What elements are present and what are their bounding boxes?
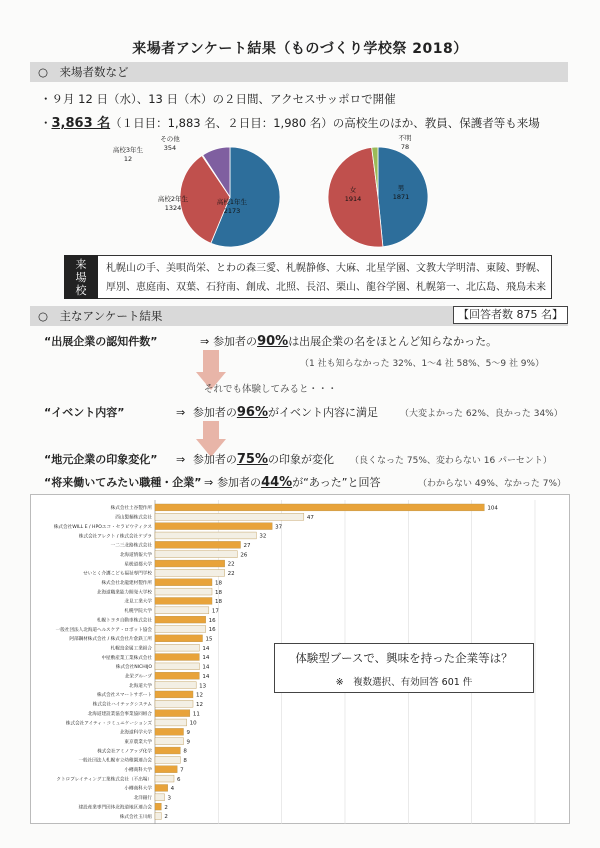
bar-value-label: 14 xyxy=(202,645,210,652)
bar-value-label: 18 xyxy=(215,589,222,596)
bar-category-label: 建設産業専門団体北海道地区連合会 xyxy=(78,805,152,811)
bar-value-label: 6 xyxy=(177,776,181,783)
bar-value-label: 18 xyxy=(215,580,222,587)
bar-category-label: 株式会社アイティ・コミュニケーションズ xyxy=(65,721,152,727)
bar xyxy=(155,728,184,735)
bar-category-label: 中屋敷産業工業株式会社 xyxy=(101,655,152,661)
bar xyxy=(155,747,180,754)
bar-value-label: 7 xyxy=(180,767,184,774)
bar xyxy=(155,654,199,661)
bar-value-label: 12 xyxy=(196,701,203,708)
bar-value-label: 37 xyxy=(275,524,283,531)
event-dates-text: ・９月 12 日（水）、13 日（木）の２日間、アクセスサッポロで開催 xyxy=(40,92,396,106)
bullet-mark: ・ xyxy=(40,116,52,130)
bar xyxy=(155,813,161,820)
venue-tag: 来 場 校 xyxy=(64,255,98,299)
bar-value-label: 14 xyxy=(202,664,210,671)
q2-note: （大変よかった 62%、良かった 34%） xyxy=(400,409,563,419)
pie-label-other: その他 354 xyxy=(160,135,180,152)
bar-value-label: 10 xyxy=(189,720,197,727)
bar xyxy=(155,598,212,605)
page-title: 来場者アンケート結果（ものづくり学校祭 2018） xyxy=(132,41,468,57)
bar xyxy=(155,738,184,745)
bar xyxy=(155,504,484,511)
bar-value-label: 26 xyxy=(240,552,248,559)
pie-label-second: 高校2年生 1324 xyxy=(157,195,189,212)
bar-value-label: 104 xyxy=(487,505,498,512)
bar xyxy=(155,579,212,586)
section-heading-survey: ○ 主なアンケート結果 xyxy=(30,306,568,326)
bar-category-label: 小樽商科大学 xyxy=(124,768,152,773)
bar-value-label: 2 xyxy=(164,804,168,811)
bar-value-label: 13 xyxy=(199,683,207,690)
bar-category-label: せいとく介護こども福祉専門学校 xyxy=(83,571,152,577)
bar-category-label: 北海道科学大学 xyxy=(119,730,152,736)
bar-category-label: 株式会社土谷製作所 xyxy=(110,506,152,512)
bar xyxy=(155,616,206,623)
bar xyxy=(155,626,206,633)
pie-label-male: 男 1871 xyxy=(392,184,410,201)
bar-value-label: 3 xyxy=(167,795,171,802)
venue-line-1: 札幌山の手、美唄尚栄、とわの森三愛、札幌静修、大麻、北星学園、文教大学明清、東陵、野幌、 xyxy=(106,263,546,274)
q4-note: （わからない 49%、なかった 7%） xyxy=(418,479,567,489)
bar-value-label: 14 xyxy=(202,655,210,662)
section-heading-attendance: ○ 来場者数など xyxy=(30,62,568,82)
bar-category-label: 北見工業大学 xyxy=(124,599,152,605)
bar-category-label: 株式会社スマートサポート xyxy=(96,693,152,699)
bar-category-label: 札幌トヨタ自動車株式会社 xyxy=(96,618,152,624)
bar-value-label: 22 xyxy=(227,561,235,568)
bar-value-label: 16 xyxy=(208,627,216,634)
bar-category-label: 北海道職業能力開発大学校 xyxy=(96,590,152,596)
bar xyxy=(155,719,187,726)
bar-value-label: 14 xyxy=(202,673,210,680)
bar xyxy=(155,523,272,530)
q3-label: “地元企業の印象変化” xyxy=(44,453,158,466)
bar-value-label: 27 xyxy=(243,543,251,549)
venue-line-2: 厚別、恵庭南、双葉、石狩南、創成、北照、長沼、栗山、龍谷学園、札幌第一、北広島、飛鳥未来 xyxy=(106,282,546,293)
bar-value-label: 16 xyxy=(208,617,216,624)
bar-value-label: 9 xyxy=(186,739,190,746)
bar-value-label: 12 xyxy=(196,692,203,699)
bar-category-label: 一二三北路株式会社 xyxy=(110,543,152,549)
bar-value-label: 18 xyxy=(215,599,222,606)
attendance-text xyxy=(40,112,540,131)
bar-value-label: 17 xyxy=(211,608,219,615)
bar-category-label: 株式会社ハイテックシステム xyxy=(92,702,152,708)
chart-question: 体験型ブースで、興味を持った企業等は？ xyxy=(295,651,513,665)
bar-category-label: 西山製麺株式会社 xyxy=(115,515,152,521)
bar xyxy=(155,794,165,801)
bar-value-label: 8 xyxy=(183,748,187,755)
bar xyxy=(155,560,225,567)
bar-value-label: 8 xyxy=(183,758,187,765)
bar-category-label: 北海道建設業協会事業協同組合 xyxy=(87,711,152,717)
bar xyxy=(155,588,212,595)
bar xyxy=(155,672,199,679)
bar-category-label: 星槎道都大学 xyxy=(124,562,152,568)
bar-value-label: 22 xyxy=(227,571,235,578)
bar-category-label: 株式会社北龍建材製作所 xyxy=(101,581,152,586)
q2-result: ⇒ 参加者の96%がイベント内容に満足 xyxy=(176,405,379,420)
bar xyxy=(155,569,225,576)
q1-result: ⇒ 参加者の90%は出展企業の名をほとんど知らなかった。 xyxy=(200,334,498,349)
bar-category-label: 小樽商科大学 xyxy=(124,786,152,792)
bar-category-label: 北海道情報大学 xyxy=(119,552,152,558)
bar xyxy=(155,635,203,642)
bar-category-label: 一般社団法人北海道ヘルスケア・ロボット協会 xyxy=(55,627,152,633)
q1-label: “出展企業の認知件数” xyxy=(44,335,158,348)
bar-value-label: 4 xyxy=(170,786,175,793)
total-visitors: 3,863 名 xyxy=(51,116,111,131)
bar-category-label: 株式会社アミノアップ化学 xyxy=(97,749,152,755)
bar-category-label: 一般社団法人札幌市立幼稚園連合会 xyxy=(78,758,152,764)
chart-note: ※ 複数選択、有効回答 601 件 xyxy=(335,677,473,688)
bar-value-label: 9 xyxy=(186,730,190,736)
bar xyxy=(155,541,241,548)
bar-category-label: 東京農業大学 xyxy=(124,739,152,745)
bar xyxy=(155,644,199,651)
bar-value-label: 11 xyxy=(192,711,200,718)
q4-result: ⇒ 参加者の44%が“あった”と回答 xyxy=(204,475,381,490)
bar-category-label: 株式会社WILL E / HPOエコ・セラピウティクス xyxy=(53,524,152,530)
bar xyxy=(155,663,199,670)
bar-category-label: 株式会社NICHIJO xyxy=(115,665,152,671)
bar xyxy=(155,532,256,539)
bar xyxy=(155,691,193,698)
bar-value-label: 47 xyxy=(306,514,314,521)
chart-question-box xyxy=(274,643,534,693)
bar xyxy=(155,682,196,689)
bar xyxy=(155,766,177,773)
bar xyxy=(155,700,193,707)
q3-note: （良くなった 75%、変わらない 16 パーセント） xyxy=(350,456,552,466)
bar-value-label: 32 xyxy=(259,533,267,540)
bar-category-label: 北栄グループ xyxy=(124,674,152,680)
bar xyxy=(155,785,168,792)
bar-category-label: 北洋銀行 xyxy=(133,796,152,802)
transition-text: それでも体験してみると・・・ xyxy=(204,384,338,395)
bar xyxy=(155,710,190,717)
q3-result: ⇒ 参加者の75%の印象が変化 xyxy=(176,452,335,467)
bar-category-label: クトロブレイティング工業株式会社（不出場） xyxy=(56,777,152,783)
bar xyxy=(155,756,180,763)
venue-schools-list xyxy=(106,259,546,297)
pie-label-unknown: 不明 78 xyxy=(398,134,412,151)
q4-label: “将来働いてみたい職種・企業” xyxy=(44,476,202,489)
respondent-count: 【回答者数 875 名】 xyxy=(453,306,568,324)
bar-category-label: 北海道大学 xyxy=(129,683,152,689)
bar-category-label: 阿部鋼材株式会社 / 株式会社片倉鉄工所 xyxy=(69,637,152,643)
bar-value-label: 15 xyxy=(205,636,213,643)
bar-category-label: 株式会社アレクト / 株式会社ケプラ xyxy=(78,534,152,540)
bar-value-label: 2 xyxy=(164,814,168,821)
bar xyxy=(155,513,304,520)
pie-label-third: 高校3年生 12 xyxy=(112,146,144,163)
pie-label-first: 高校1年生 2173 xyxy=(216,198,248,215)
bar xyxy=(155,775,174,782)
bar-category-label: 札幌鳥金属工業組合 xyxy=(110,646,152,652)
bar xyxy=(155,551,237,558)
pie-label-female: 女 1914 xyxy=(344,186,362,203)
bar xyxy=(155,607,209,614)
bar xyxy=(155,803,161,810)
bar-category-label: 札幌学院大学 xyxy=(124,609,152,615)
q1-note: （1 社も知らなかった 32%、1～4 社 58%、5～9 社 9%） xyxy=(300,359,545,369)
attendance-detail: （１日目：1,883 名、２日目：1,980 名）の高校生のほか、教員、保護者等も来場 xyxy=(110,116,540,130)
bar-category-label: 株式会社玉川組 xyxy=(119,814,152,820)
q2-label: “イベント内容” xyxy=(44,406,125,419)
